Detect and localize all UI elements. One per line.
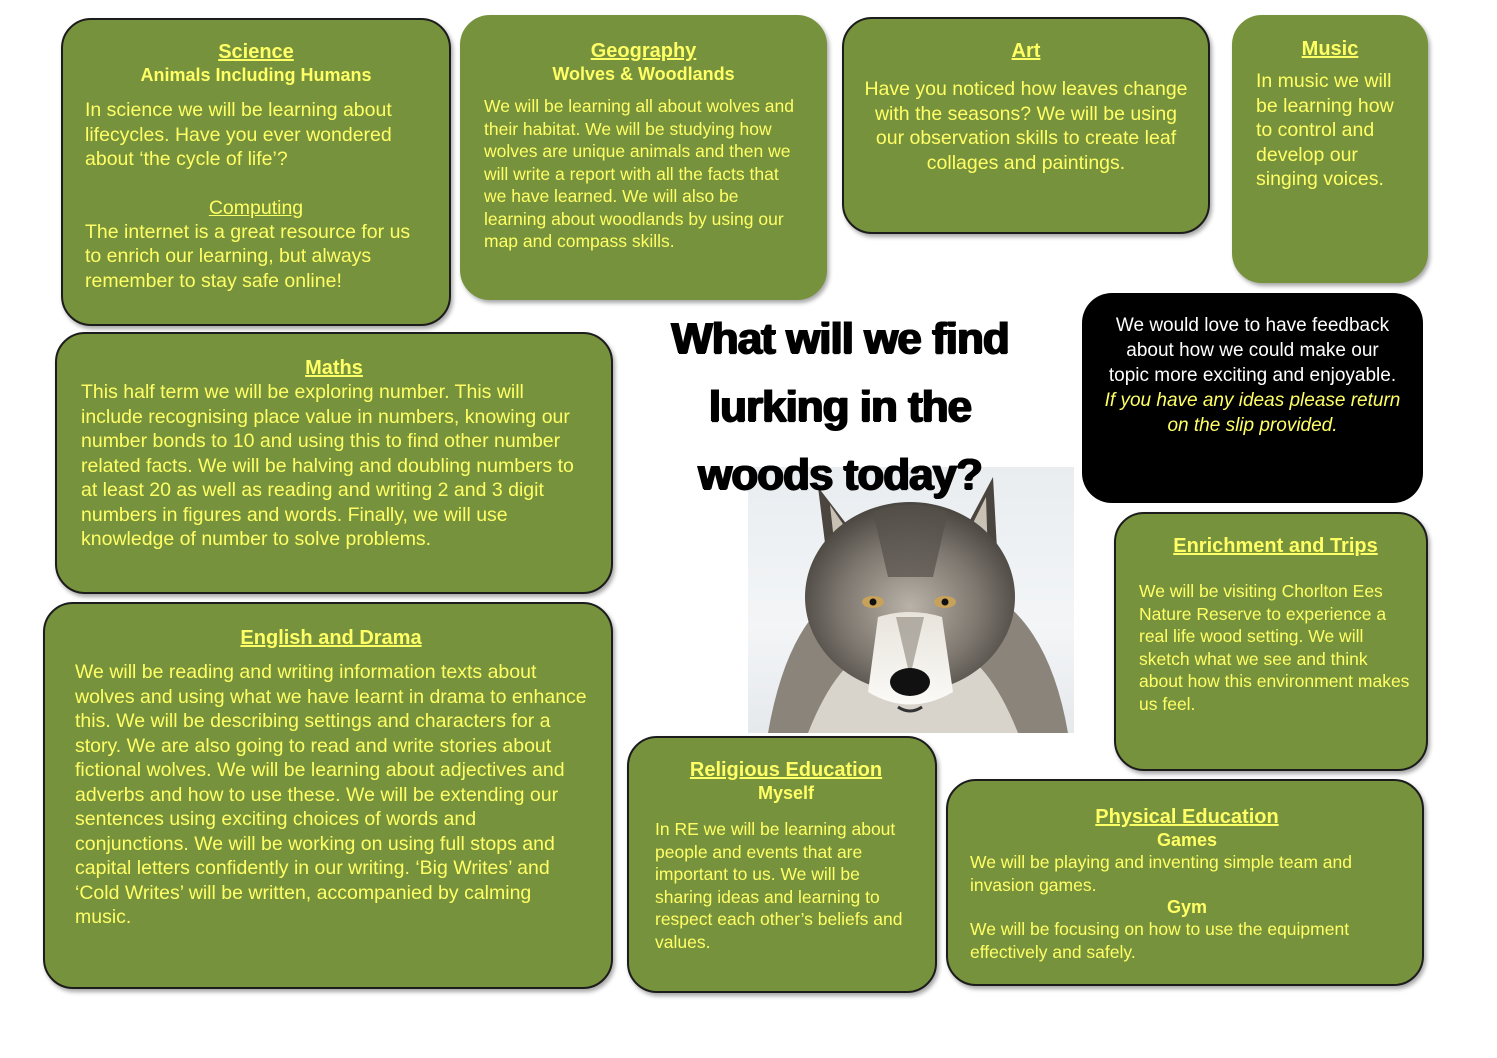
science-subheading: Animals Including Humans — [140, 65, 372, 85]
pe-gym-heading: Gym — [1166, 897, 1208, 917]
pe-games-text: We will be playing and inventing simple team and invasion games. — [970, 852, 1352, 895]
pe-gym-text: We will be focusing on how to use the equipment effectively and safely. — [970, 919, 1350, 962]
english-heading: English and Drama — [240, 627, 422, 649]
re-heading: Religious Education — [689, 759, 883, 781]
pe-heading: Physical Education — [1095, 806, 1279, 828]
maths-box — [55, 332, 613, 594]
title-line-2: lurking in the — [708, 382, 972, 431]
geography-subheading: Wolves & Woodlands — [552, 64, 735, 84]
enrichment-text: We will be visiting Chorlton Ees Nature Reserve to experience a real life wood setting. We will sketch what we see and think about how this environment makes us feel. — [1139, 581, 1410, 714]
title-line-3: woods today? — [698, 450, 982, 499]
computing-text: The internet is a great resource for us to enrich our learning, but always remember to stay safe online! — [85, 220, 411, 292]
feedback-text: We would love to have feedback about how we could make our topic more exciting and enjoyable. — [1108, 315, 1397, 386]
computing-heading: Computing — [208, 196, 304, 219]
enrichment-box — [1114, 512, 1428, 771]
page-title — [610, 305, 1070, 509]
music-heading: Music — [1301, 38, 1359, 60]
english-box — [43, 602, 613, 989]
science-text: In science we will be learning about lifecycles. Have you ever wondered about ‘the cycle of life’? — [85, 99, 392, 170]
pe-games-heading: Games — [1156, 830, 1218, 850]
title-line-1: What will we find — [671, 314, 1009, 363]
music-text: In music we will be learning how to control and develop our singing voices. — [1256, 70, 1394, 190]
science-heading: Science — [218, 41, 294, 63]
music-box — [1232, 15, 1428, 283]
re-subheading: Myself — [757, 783, 815, 803]
re-box — [627, 736, 937, 993]
maths-heading: Maths — [305, 357, 363, 379]
geography-heading: Geography — [590, 40, 697, 62]
maths-text: This half term we will be exploring number. This will include recognising place value in numbers, knowing our number bonds to 10 and using this to find other number related facts. We will be halving and doubling numbers to at least 20 as well as reading and writing 2 and 3 digit numbers in figures and words. Finally, we will use knowledge of number to solve problems. — [81, 381, 574, 550]
re-text: In RE we will be learning about people and events that are important to us. We will be sharing ideas and learning to respect each other’s beliefs and values. — [655, 819, 903, 952]
enrichment-heading: Enrichment and Trips — [1173, 535, 1378, 557]
art-text: Have you noticed how leaves change with the seasons? We will be using our observation skills to create leaf collages and paintings. — [864, 78, 1188, 174]
science-box — [61, 18, 451, 326]
pe-box — [946, 779, 1424, 986]
art-box — [842, 17, 1210, 234]
english-text: We will be reading and writing information texts about wolves and using what we have learnt in drama to enhance this. We will be describing settings and characters for a story. We are also going to read and write stories about fictional wolves. We will be learning about adjectives and adverbs and how to use these. We will be extending our sentences using exciting choices of words and conjunctions. We will be working on using full stops and capital letters confidently in our writing. ‘Big Writes’ and ‘Cold Writes’ will be written, accompanied by calming music. — [75, 661, 587, 928]
geography-box — [460, 15, 827, 300]
geography-text: We will be learning all about wolves and their habitat. We will be studying how wolves are unique animals and then we will write a report with all the facts that we have learned. We will also be learning about woodlands by using our map and compass skills. — [484, 96, 794, 251]
art-heading: Art — [1011, 40, 1041, 62]
feedback-box — [1082, 293, 1423, 503]
feedback-italic-text: If you have any ideas please return on the slip provided. — [1104, 390, 1401, 436]
